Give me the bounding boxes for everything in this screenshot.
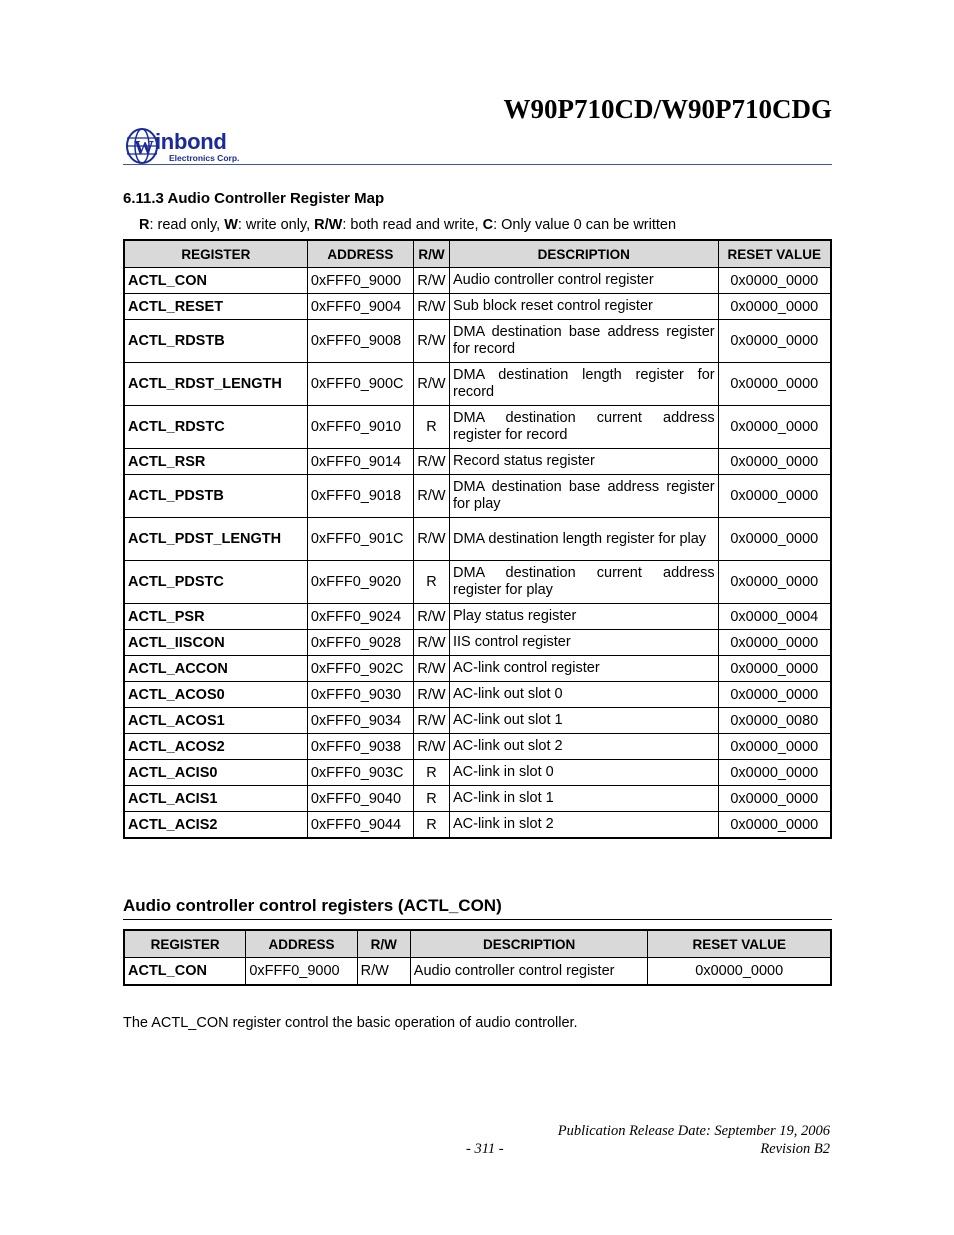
register-address: 0xFFF0_9044 <box>307 812 413 839</box>
footer-release-date: Publication Release Date: September 19, 2006 <box>557 1123 830 1139</box>
register-reset-value: 0x0000_0000 <box>718 268 831 294</box>
register-reset-value: 0x0000_0080 <box>718 708 831 734</box>
register-name: ACTL_ACIS0 <box>124 760 307 786</box>
register-description: DMA destination length register for play <box>449 518 718 561</box>
register-address: 0xFFF0_9004 <box>307 294 413 320</box>
col-header-description: DESCRIPTION <box>449 240 718 268</box>
register-reset-value: 0x0000_0000 <box>718 786 831 812</box>
col-header-rw: R/W <box>357 930 410 958</box>
register-name: ACTL_RDSTB <box>124 320 307 363</box>
register-address: 0xFFF0_901C <box>307 518 413 561</box>
register-reset-value: 0x0000_0000 <box>718 734 831 760</box>
register-access: R/W <box>414 475 450 518</box>
header-divider <box>123 164 832 165</box>
table-header-row <box>124 930 831 958</box>
register-description: AC-link out slot 2 <box>449 734 718 760</box>
section-heading: 6.11.3 Audio Controller Register Map <box>123 190 385 207</box>
table-row <box>124 475 831 518</box>
register-access: R/W <box>414 604 450 630</box>
table-row <box>124 604 831 630</box>
register-reset-value: 0x0000_0000 <box>718 449 831 475</box>
register-address: 0xFFF0_9010 <box>307 406 413 449</box>
control-heading-divider <box>123 919 832 920</box>
register-name: ACTL_IISCON <box>124 630 307 656</box>
register-name: ACTL_ACIS2 <box>124 812 307 839</box>
register-access: R/W <box>414 320 450 363</box>
register-description: AC-link in slot 1 <box>449 786 718 812</box>
register-access: R/W <box>414 708 450 734</box>
legend-c-key: C <box>482 217 494 233</box>
logo-wordmark: inbond <box>155 129 227 154</box>
col-header-address: ADDRESS <box>307 240 413 268</box>
register-address: 0xFFF0_9020 <box>307 561 413 604</box>
register-reset-value: 0x0000_0000 <box>718 561 831 604</box>
register-address: 0xFFF0_9028 <box>307 630 413 656</box>
register-description: AC-link control register <box>449 656 718 682</box>
register-address: 0xFFF0_9038 <box>307 734 413 760</box>
register-address: 0xFFF0_9034 <box>307 708 413 734</box>
col-header-address: ADDRESS <box>246 930 357 958</box>
register-reset-value: 0x0000_0004 <box>718 604 831 630</box>
register-address: 0xFFF0_9000 <box>246 958 357 986</box>
logo-globe-icon <box>125 125 159 165</box>
register-access: R/W <box>414 682 450 708</box>
register-reset-value: 0x0000_0000 <box>718 406 831 449</box>
legend-rw-text: : both read and write, <box>342 217 483 233</box>
register-description: AC-link in slot 2 <box>449 812 718 839</box>
register-reset-value: 0x0000_0000 <box>718 518 831 561</box>
register-name: ACTL_CON <box>124 268 307 294</box>
legend-rw-key: R/W <box>314 217 343 233</box>
register-access: R <box>414 760 450 786</box>
register-reset-value: 0x0000_0000 <box>718 760 831 786</box>
register-name: ACTL_RDST_LENGTH <box>124 363 307 406</box>
register-access: R/W <box>414 656 450 682</box>
register-name: ACTL_PDSTC <box>124 561 307 604</box>
register-address: 0xFFF0_900C <box>307 363 413 406</box>
register-access: R/W <box>414 630 450 656</box>
legend-w-key: W <box>224 217 238 233</box>
register-description: Audio controller control register <box>410 958 648 986</box>
legend-r-text: : read only, <box>149 217 225 233</box>
access-legend <box>139 217 676 233</box>
register-address: 0xFFF0_9030 <box>307 682 413 708</box>
register-name: ACTL_RSR <box>124 449 307 475</box>
table-row <box>124 406 831 449</box>
register-address: 0xFFF0_9024 <box>307 604 413 630</box>
register-description: AC-link out slot 1 <box>449 708 718 734</box>
table-row <box>124 363 831 406</box>
table-row <box>124 449 831 475</box>
col-header-description: DESCRIPTION <box>410 930 648 958</box>
winbond-logo <box>125 125 255 165</box>
table-row <box>124 708 831 734</box>
register-access: R/W <box>414 268 450 294</box>
register-reset-value: 0x0000_0000 <box>718 320 831 363</box>
table-row <box>124 812 831 839</box>
col-header-register: REGISTER <box>124 240 307 268</box>
table-row <box>124 760 831 786</box>
register-description: Record status register <box>449 449 718 475</box>
register-access: R/W <box>414 449 450 475</box>
register-reset-value: 0x0000_0000 <box>718 656 831 682</box>
table-row <box>124 786 831 812</box>
register-name: ACTL_RESET <box>124 294 307 320</box>
register-address: 0xFFF0_903C <box>307 760 413 786</box>
register-description: DMA destination current address register for play <box>449 561 718 604</box>
table-row <box>124 518 831 561</box>
register-description: Play status register <box>449 604 718 630</box>
col-header-rw: R/W <box>414 240 450 268</box>
register-access: R <box>414 561 450 604</box>
register-access: R/W <box>414 518 450 561</box>
register-access: R/W <box>414 294 450 320</box>
register-name: ACTL_ACCON <box>124 656 307 682</box>
register-access: R <box>414 406 450 449</box>
control-register-table <box>123 929 832 986</box>
register-description: AC-link in slot 0 <box>449 760 718 786</box>
svg-text:W: W <box>134 137 154 159</box>
register-description: AC-link out slot 0 <box>449 682 718 708</box>
register-description: Audio controller control register <box>449 268 718 294</box>
col-header-register: REGISTER <box>124 930 246 958</box>
logo-subtitle: Electronics Corp. <box>169 153 240 163</box>
register-description: DMA destination base address register for play <box>449 475 718 518</box>
legend-w-text: : write only, <box>237 217 315 233</box>
legend-r-key: R <box>139 217 150 233</box>
register-name: ACTL_ACIS1 <box>124 786 307 812</box>
register-map-table <box>123 239 832 839</box>
register-description: DMA destination length register for record <box>449 363 718 406</box>
control-register-heading: Audio controller control registers (ACTL_CON) <box>123 896 502 915</box>
register-address: 0xFFF0_9040 <box>307 786 413 812</box>
table-row <box>124 958 831 986</box>
register-address: 0xFFF0_9000 <box>307 268 413 294</box>
register-access: R/W <box>357 958 410 986</box>
table-row <box>124 656 831 682</box>
register-description: IIS control register <box>449 630 718 656</box>
table-row <box>124 682 831 708</box>
register-description: DMA destination current address register for record <box>449 406 718 449</box>
register-name: ACTL_PDST_LENGTH <box>124 518 307 561</box>
footer-page-number: - 311 - <box>466 1141 504 1157</box>
register-name: ACTL_RDSTC <box>124 406 307 449</box>
register-address: 0xFFF0_902C <box>307 656 413 682</box>
register-reset-value: 0x0000_0000 <box>718 682 831 708</box>
register-reset-value: 0x0000_0000 <box>648 958 831 986</box>
register-name: ACTL_CON <box>124 958 246 986</box>
register-address: 0xFFF0_9018 <box>307 475 413 518</box>
col-header-reset-value: RESET VALUE <box>648 930 831 958</box>
register-reset-value: 0x0000_0000 <box>718 630 831 656</box>
table-row <box>124 561 831 604</box>
col-header-reset-value: RESET VALUE <box>718 240 831 268</box>
footer-revision: Revision B2 <box>760 1141 830 1157</box>
register-name: ACTL_ACOS1 <box>124 708 307 734</box>
register-access: R/W <box>414 734 450 760</box>
table-row <box>124 734 831 760</box>
register-reset-value: 0x0000_0000 <box>718 294 831 320</box>
legend-c-text: : Only value 0 can be written <box>493 217 677 233</box>
register-address: 0xFFF0_9014 <box>307 449 413 475</box>
register-name: ACTL_ACOS2 <box>124 734 307 760</box>
register-description: Sub block reset control register <box>449 294 718 320</box>
register-name: ACTL_PSR <box>124 604 307 630</box>
register-address: 0xFFF0_9008 <box>307 320 413 363</box>
table-header-row <box>124 240 831 268</box>
register-description: DMA destination base address register for record <box>449 320 718 363</box>
document-title: W90P710CD/W90P710CDG <box>503 94 832 124</box>
body-paragraph: The ACTL_CON register control the basic operation of audio controller. <box>123 1015 578 1031</box>
register-access: R <box>414 812 450 839</box>
register-reset-value: 0x0000_0000 <box>718 812 831 839</box>
table-row <box>124 294 831 320</box>
register-access: R/W <box>414 363 450 406</box>
table-row <box>124 268 831 294</box>
register-reset-value: 0x0000_0000 <box>718 363 831 406</box>
table-row <box>124 320 831 363</box>
table-row <box>124 630 831 656</box>
register-access: R <box>414 786 450 812</box>
register-reset-value: 0x0000_0000 <box>718 475 831 518</box>
register-name: ACTL_PDSTB <box>124 475 307 518</box>
register-name: ACTL_ACOS0 <box>124 682 307 708</box>
